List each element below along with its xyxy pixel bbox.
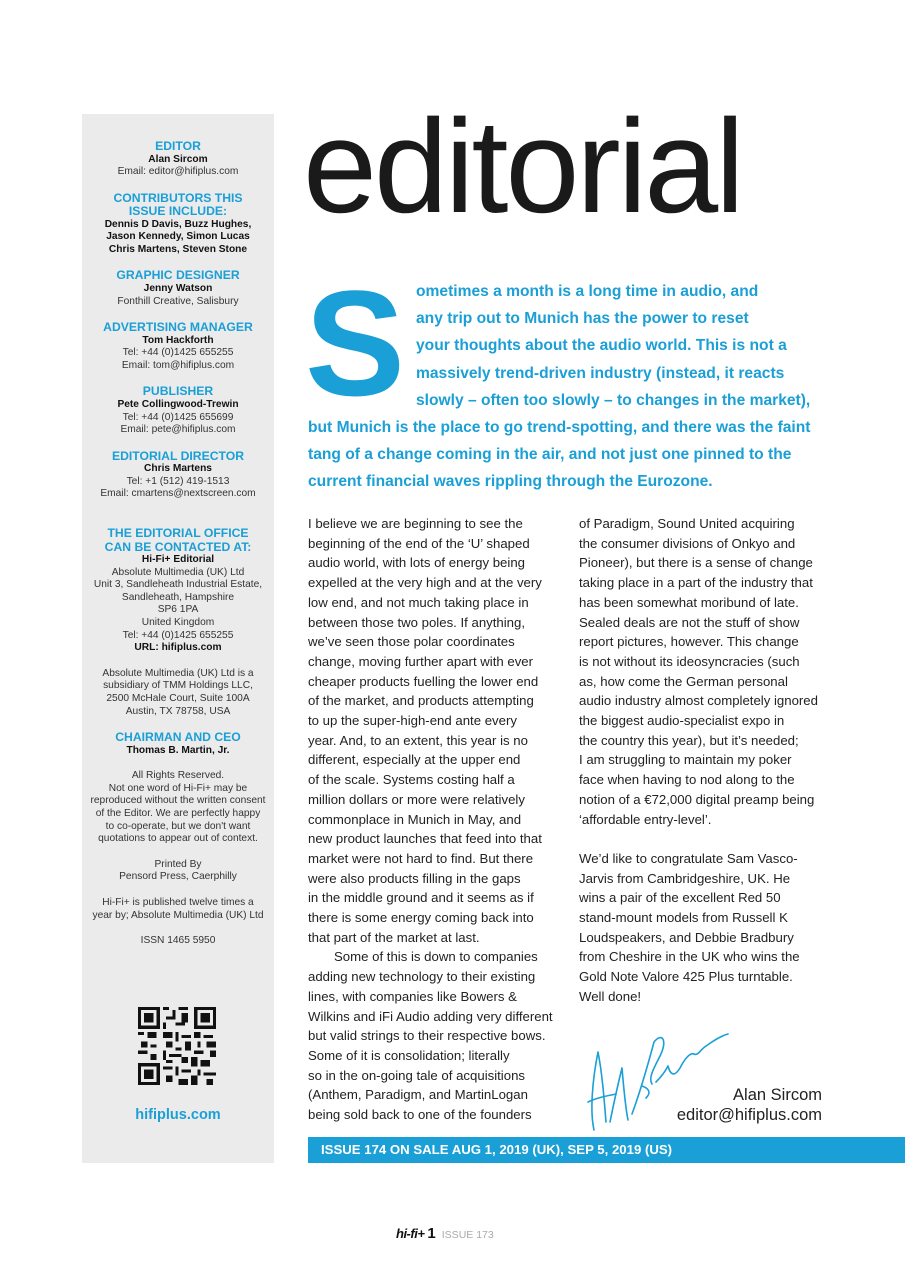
text-line: audio industry almost completely ignored	[579, 693, 818, 709]
text-line: commonplace in Munich in May, and	[308, 811, 522, 827]
text-line: from Cheshire in the UK who wins the	[579, 949, 800, 965]
advertising-block	[86, 321, 270, 372]
advertising-name: Tom Hackforth	[142, 334, 214, 346]
text-line: of the scale. Systems costing half a	[308, 772, 515, 788]
contributors-line: Jason Kennedy, Simon Lucas	[106, 231, 250, 243]
contributors-block	[86, 192, 270, 257]
text-line: report pictures, however. This change	[579, 634, 799, 650]
director-block	[86, 450, 270, 501]
text-line: ‘affordable entry-level’.	[579, 811, 712, 827]
rights-line: Not one word of Hi-Fi+ may be	[108, 782, 248, 794]
body-paragraph	[579, 849, 834, 1007]
text-line: million dollars or more were relatively	[308, 791, 525, 807]
text-line: current financial waves rippling through the Eurozone.	[308, 473, 713, 491]
text-line: we’ve seen those polar coordinates	[308, 634, 515, 650]
body-paragraph	[579, 514, 834, 829]
text-line: your thoughts about the audio world. This is not a	[416, 337, 787, 355]
text-line: Wilkins and iFi Audio adding very different	[308, 1008, 553, 1024]
text-line: so in the on-going tale of acquisitions	[308, 1067, 526, 1083]
qr-code-icon[interactable]	[138, 1007, 216, 1085]
text-line: Some of this is down to companies	[334, 949, 538, 965]
publisher-tel: Tel: +44 (0)1425 655699	[122, 411, 234, 423]
subsidiary-block	[86, 668, 270, 718]
rights-line: All Rights Reserved.	[131, 770, 225, 782]
rights-line: of the Editor. We are perfectly happy	[95, 808, 261, 819]
editor-heading: EDITOR	[155, 139, 201, 153]
page-number: 1	[427, 1225, 436, 1242]
text-line: as, how come the German personal	[579, 673, 788, 689]
text-line: Pioneer), but there is a sense of change	[579, 555, 813, 571]
designer-detail: Fonthill Creative, Salisbury	[117, 295, 239, 307]
office-heading-2: CAN BE CONTACTED AT:	[104, 539, 252, 554]
contributors-heading: CONTRIBUTORS THIS	[113, 190, 243, 205]
contributors-heading-2: ISSUE INCLUDE:	[128, 204, 228, 219]
text-line: between those two poles. If anything,	[308, 614, 526, 630]
author-email[interactable]: editor@hifiplus.com	[676, 1106, 822, 1124]
text-line: adding new technology to their existing	[308, 969, 536, 985]
on-sale-banner: ISSUE 174 ON SALE AUG 1, 2019 (UK), SEP 5, 2019 (US)	[308, 1137, 905, 1163]
text-line: has been somewhat moribund of late.	[579, 594, 799, 610]
text-line: were also products filling in the gaps	[308, 870, 521, 886]
designer-heading: GRAPHIC DESIGNER	[116, 268, 240, 283]
text-line: the consumer divisions of Onkyo and	[579, 535, 796, 551]
office-tel: Tel: +44 (0)1425 655255	[122, 629, 234, 641]
text-line: Loudspeakers, and Debbie Bradbury	[579, 929, 794, 945]
text-line: tang of a change coming in the air, and not just one pinned to the	[308, 446, 792, 464]
text-line: any trip out to Munich has the power to reset	[416, 310, 749, 328]
advertising-heading: ADVERTISING MANAGER	[103, 320, 253, 335]
advertising-tel: Tel: +44 (0)1425 655255	[122, 347, 234, 359]
publisher-name: Pete Collingwood-Trewin	[117, 398, 239, 410]
chairman-block	[86, 731, 270, 757]
text-line: I believe we are beginning to see the	[308, 516, 523, 531]
text-line: Gold Note Valore 425 Plus turntable.	[579, 969, 793, 985]
lead-paragraph	[308, 278, 828, 496]
text-line: massively trend-driven industry (instead, it reacts	[416, 364, 785, 382]
text-line: but valid strings to their respective bows.	[308, 1028, 546, 1044]
advertising-email: Email: tom@hifiplus.com	[121, 359, 235, 371]
printed-line: Printed By	[154, 858, 202, 870]
page-title: editorial	[303, 93, 742, 241]
office-line: United Kingdom	[141, 616, 215, 628]
website-link[interactable]: hifiplus.com	[135, 1107, 221, 1123]
rights-line: reproduced without the written consent	[90, 795, 266, 807]
text-line: year. And, to an extent, this year is no	[308, 732, 528, 748]
editor-email: Email: editor@hifiplus.com	[117, 166, 239, 178]
chairman-name: Thomas B. Martin, Jr.	[126, 744, 230, 756]
signature-block	[600, 1085, 822, 1125]
text-line: expelled at the very high and at the very	[308, 575, 542, 591]
text-line: different, especially at the upper end	[308, 752, 521, 768]
body-column-2	[579, 514, 834, 1007]
text-line: stand-mount models from Russell K	[579, 910, 788, 926]
text-line: low end, and not much taking place in	[308, 594, 529, 610]
text-line: We’d like to congratulate Sam Vasco-	[579, 850, 798, 866]
text-line: in the middle ground and it seems as if	[308, 890, 534, 906]
text-line: taking place in a part of the industry that	[579, 575, 813, 591]
text-line: is not without its ideosyncracies (such	[579, 653, 800, 669]
body-column-1	[308, 514, 563, 1125]
hifi-logo: hi-fi+	[396, 1226, 425, 1241]
office-line: SP6 1PA	[157, 604, 199, 616]
text-line: audio world, with lots of energy being	[308, 555, 525, 571]
text-line: wins a pair of the excellent Red 50	[579, 890, 781, 906]
published-line: Hi-Fi+ is published twelve times a	[102, 896, 254, 908]
designer-name: Jenny Watson	[143, 282, 213, 294]
director-tel: Tel: +1 (512) 419-1513	[126, 475, 230, 487]
director-heading: EDITORIAL DIRECTOR	[111, 448, 245, 463]
text-line: change, moving further apart with ever	[308, 653, 534, 669]
text-line: Sealed deals are not the stuff of show	[579, 614, 800, 630]
office-line: Unit 3, Sandleheath Industrial Estate,	[93, 579, 263, 591]
text-line: beginning of the end of the ‘U’ shaped	[308, 535, 530, 551]
publisher-heading: PUBLISHER	[142, 384, 214, 399]
text-line: face when having to nod along to the	[579, 772, 795, 788]
text-line: the country this year), but it’s needed;	[579, 732, 799, 748]
office-line: Sandleheath, Hampshire	[121, 591, 235, 603]
text-line: Some of it is consolidation; literally	[308, 1047, 510, 1063]
subsidiary-line: Absolute Multimedia (UK) Ltd is a	[102, 667, 254, 679]
text-line: but Munich is the place to go trend-spotting, and there was the faint	[308, 419, 811, 437]
text-line: Well done!	[579, 988, 642, 1004]
published-block	[86, 897, 270, 922]
director-name: Chris Martens	[144, 463, 212, 475]
issn: ISSN 1465 5950	[140, 935, 216, 947]
page-footer	[396, 1226, 494, 1242]
text-line: (Anthem, Paradigm, and MartinLogan	[308, 1087, 528, 1103]
office-name: Hi-Fi+ Editorial	[141, 554, 215, 565]
editor-name: Alan Sircom	[148, 153, 208, 165]
masthead-sidebar	[82, 114, 274, 1163]
text-line: ometimes a month is a long time in audio, and	[416, 283, 759, 300]
text-line: the biggest audio-specialist expo in	[579, 713, 785, 729]
rights-line: quotations to appear out of context.	[98, 833, 258, 845]
publisher-block	[86, 385, 270, 436]
text-line: there is some energy coming back into	[308, 910, 534, 926]
office-line: Absolute Multimedia (UK) Ltd	[111, 566, 245, 578]
director-email: Email: cmartens@nextscreen.com	[100, 488, 256, 500]
text-line: to up the super-high-end ante every	[308, 713, 517, 729]
text-line: Jarvis from Cambridgeshire, UK. He	[579, 870, 791, 886]
rights-block	[86, 770, 270, 846]
issue-label: ISSUE 173	[441, 1229, 494, 1241]
text-line: of the market, and products attempting	[308, 693, 534, 709]
subsidiary-line: 2500 McHale Court, Suite 100A	[106, 692, 250, 704]
text-line: slowly – often too slowly – to changes in the market),	[416, 391, 811, 409]
contributors-line: Dennis D Davis, Buzz Hughes,	[104, 218, 252, 230]
subsidiary-line: subsidiary of TMM Holdings LLC,	[103, 680, 253, 692]
editor-block	[86, 140, 270, 179]
chairman-heading: CHAIRMAN AND CEO	[115, 730, 241, 745]
published-line: year by; Absolute Multimedia (UK) Ltd	[92, 909, 264, 921]
text-line: new product launches that feed into that	[308, 831, 542, 847]
paragraph-gap	[579, 829, 834, 849]
text-line: market were not hard to find. But there	[308, 850, 534, 866]
rights-line: to co-operate, but we don't want	[105, 820, 251, 832]
text-line: being sold back to one of the founders	[308, 1107, 532, 1123]
office-heading: THE EDITORIAL OFFICE	[107, 526, 249, 540]
designer-block	[86, 269, 270, 308]
subsidiary-line: Austin, TX 78758, USA	[125, 705, 231, 717]
text-line: lines, with companies like Bowers &	[308, 988, 517, 1004]
text-line: I am struggling to maintain my poker	[579, 752, 792, 768]
text-line: cheaper products fuelling the lower end	[308, 673, 539, 689]
office-block	[86, 527, 270, 655]
printed-line: Pensord Press, Caerphilly	[119, 871, 237, 883]
text-line: of Paradigm, Sound United acquiring	[579, 516, 795, 531]
drop-cap: S	[305, 259, 406, 427]
author-name: Alan Sircom	[733, 1086, 822, 1104]
publisher-email: Email: pete@hifiplus.com	[120, 424, 236, 436]
contributors-line: Chris Martens, Steven Stone	[108, 243, 248, 255]
office-url: URL: hifiplus.com	[134, 642, 222, 654]
text-line: that part of the market at last.	[308, 929, 480, 945]
text-line: notion of a €72,000 digital preamp being	[579, 791, 815, 807]
printed-block	[86, 859, 270, 884]
